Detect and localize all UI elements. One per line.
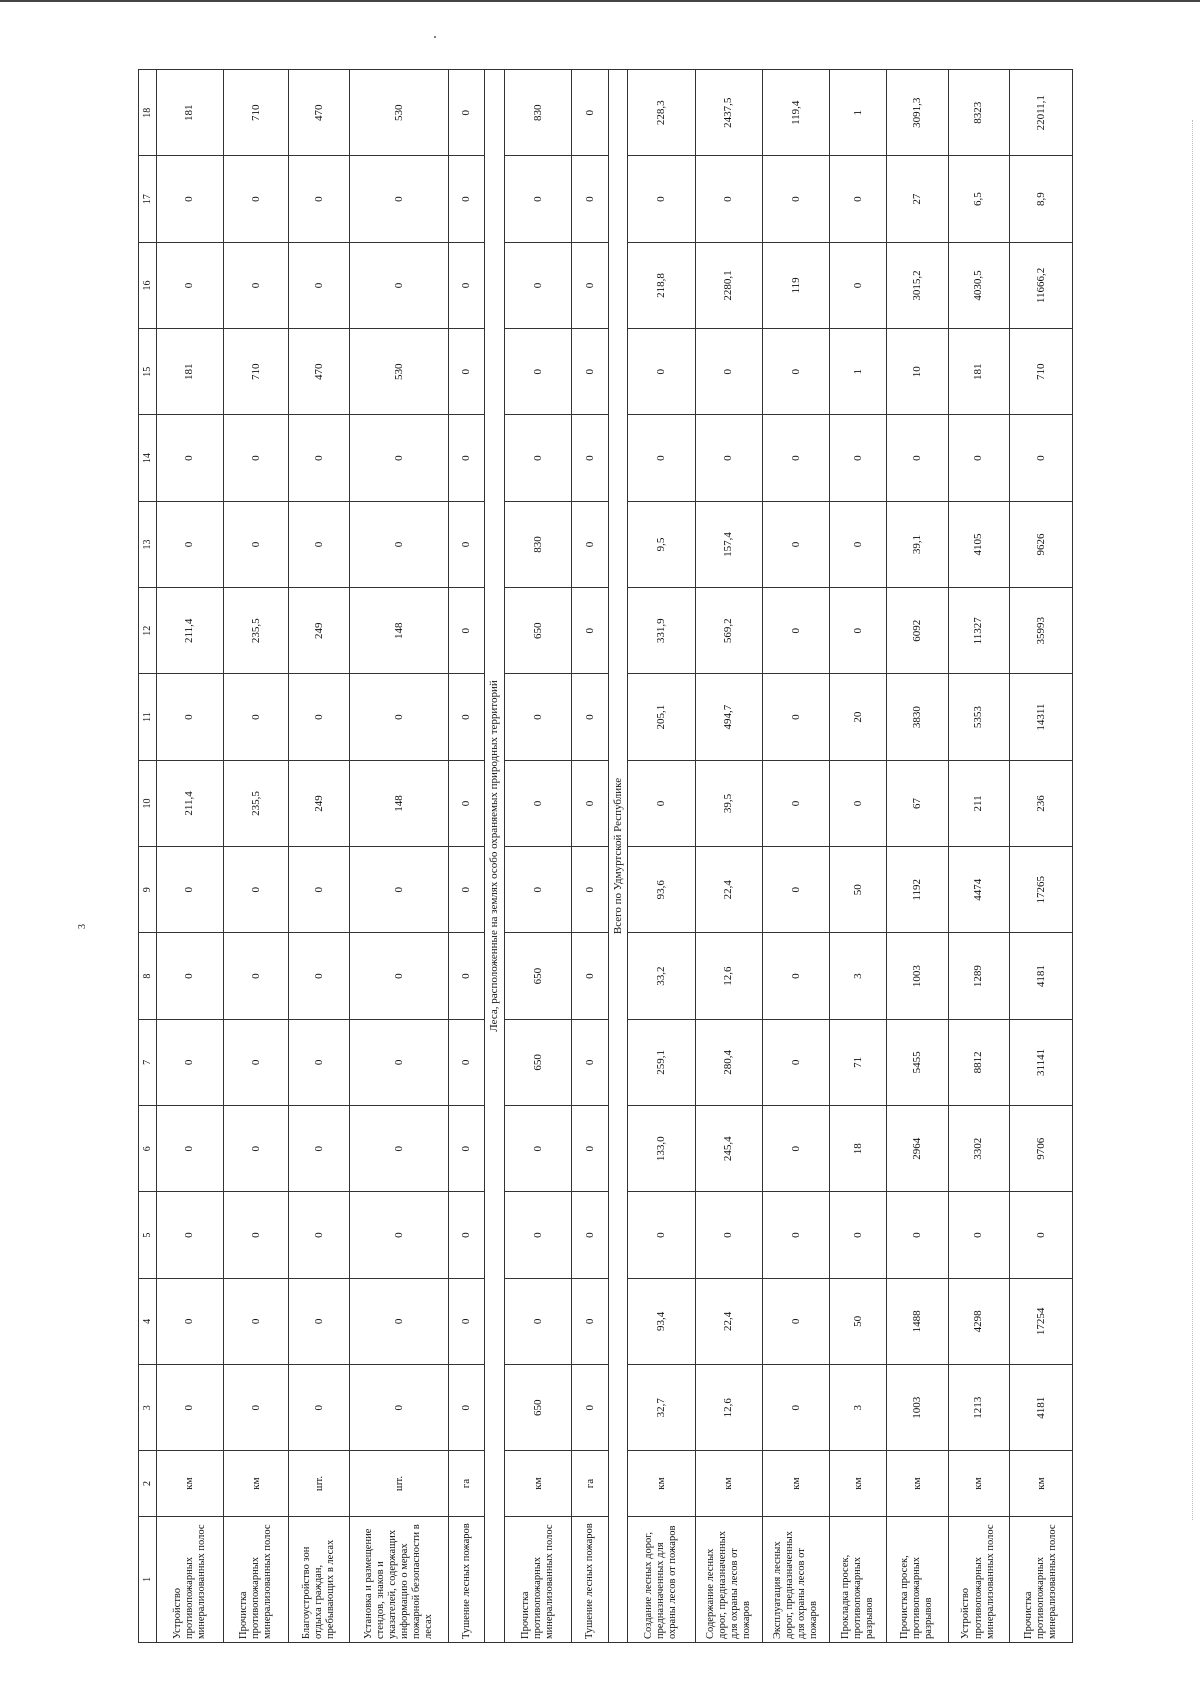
value-cell: 0 [572, 1278, 608, 1364]
value-cell: 0 [830, 1192, 887, 1278]
value-cell: 0 [223, 415, 288, 501]
value-cell: 20 [830, 674, 887, 760]
value-cell: 830 [504, 70, 571, 156]
value-cell: 0 [350, 933, 448, 1019]
value-cell: 12,6 [695, 933, 762, 1019]
value-cell: 3302 [948, 1106, 1009, 1192]
unit-cell: км [830, 1451, 887, 1516]
value-cell: 0 [762, 760, 829, 846]
scan-right-edge [1192, 120, 1194, 1520]
value-cell: 331,9 [628, 588, 695, 674]
value-cell: 0 [572, 329, 608, 415]
activity-name: Тушение лесных пожаров [448, 1516, 484, 1642]
value-cell: 710 [223, 70, 288, 156]
value-cell: 6,5 [948, 156, 1009, 242]
value-cell: 0 [350, 847, 448, 933]
value-cell: 650 [504, 933, 571, 1019]
rotated-table-sheet [138, 69, 1073, 1643]
value-cell: 0 [289, 242, 350, 328]
value-cell: 0 [289, 674, 350, 760]
value-cell: 14311 [1009, 674, 1072, 760]
value-cell: 0 [223, 847, 288, 933]
column-number: 18 [139, 70, 157, 156]
value-cell: 27 [887, 156, 948, 242]
value-cell: 5353 [948, 674, 1009, 760]
column-number: 16 [139, 242, 157, 328]
activity-name: Эксплуатация лесных дорог, предназначенных для охраны лесов от пожаров [762, 1516, 829, 1642]
column-number: 13 [139, 501, 157, 587]
table-row [948, 70, 1009, 1643]
value-cell: 8323 [948, 70, 1009, 156]
value-cell: 0 [289, 933, 350, 1019]
value-cell: 3830 [887, 674, 948, 760]
value-cell: 0 [289, 501, 350, 587]
value-cell: 50 [830, 1278, 887, 1364]
value-cell: 1213 [948, 1365, 1009, 1451]
value-cell: 0 [1009, 415, 1072, 501]
value-cell: 2964 [887, 1106, 948, 1192]
value-cell: 494,7 [695, 674, 762, 760]
value-cell: 0 [762, 415, 829, 501]
column-number: 1 [139, 1516, 157, 1642]
value-cell: 8,9 [1009, 156, 1072, 242]
value-cell: 0 [156, 1278, 223, 1364]
value-cell: 18 [830, 1106, 887, 1192]
value-cell: 22011,1 [1009, 70, 1072, 156]
value-cell: 0 [350, 156, 448, 242]
value-cell: 0 [156, 501, 223, 587]
scan-top-edge [0, 0, 1200, 2]
value-cell: 0 [504, 329, 571, 415]
value-cell: 211 [948, 760, 1009, 846]
value-cell: 33,2 [628, 933, 695, 1019]
unit-cell: км [887, 1451, 948, 1516]
table-row [695, 70, 762, 1643]
value-cell: 0 [762, 156, 829, 242]
activity-name: Прочистка просек, противопожарных разрывов [887, 1516, 948, 1642]
value-cell: 0 [223, 242, 288, 328]
value-cell: 710 [223, 329, 288, 415]
value-cell: 0 [887, 415, 948, 501]
value-cell: 0 [448, 588, 484, 674]
value-cell: 0 [504, 760, 571, 846]
value-cell: 0 [628, 329, 695, 415]
value-cell: 119,4 [762, 70, 829, 156]
unit-cell: км [628, 1451, 695, 1516]
value-cell: 0 [223, 1019, 288, 1105]
unit-cell: км [948, 1451, 1009, 1516]
value-cell: 0 [223, 674, 288, 760]
unit-cell: шт. [350, 1451, 448, 1516]
value-cell: 0 [762, 847, 829, 933]
value-cell: 0 [350, 415, 448, 501]
value-cell: 11327 [948, 588, 1009, 674]
value-cell: 10 [887, 329, 948, 415]
page-number: 3 [77, 924, 88, 929]
value-cell: 0 [223, 156, 288, 242]
value-cell: 0 [572, 847, 608, 933]
value-cell: 67 [887, 760, 948, 846]
table-header-row [139, 70, 157, 1643]
activity-name: Прочистка противопожарных минерализованных полос [223, 1516, 288, 1642]
value-cell: 0 [572, 588, 608, 674]
value-cell: 0 [762, 1365, 829, 1451]
value-cell: 0 [448, 933, 484, 1019]
value-cell: 0 [156, 1106, 223, 1192]
column-number: 15 [139, 329, 157, 415]
value-cell: 3091,3 [887, 70, 948, 156]
value-cell: 0 [695, 1192, 762, 1278]
table-row [887, 70, 948, 1643]
value-cell: 93,6 [628, 847, 695, 933]
table-row [223, 70, 288, 1643]
column-number: 2 [139, 1451, 157, 1516]
activity-name: Устройство противопожарных минерализованных полос [156, 1516, 223, 1642]
value-cell: 569,2 [695, 588, 762, 674]
value-cell: 0 [156, 156, 223, 242]
value-cell: 280,4 [695, 1019, 762, 1105]
value-cell: 0 [350, 1365, 448, 1451]
value-cell: 0 [350, 1192, 448, 1278]
column-number: 12 [139, 588, 157, 674]
value-cell: 0 [572, 501, 608, 587]
value-cell: 181 [156, 70, 223, 156]
value-cell: 530 [350, 70, 448, 156]
value-cell: 2280,1 [695, 242, 762, 328]
value-cell: 0 [448, 415, 484, 501]
value-cell: 0 [504, 1192, 571, 1278]
value-cell: 650 [504, 1019, 571, 1105]
value-cell: 0 [762, 674, 829, 760]
value-cell: 9,5 [628, 501, 695, 587]
column-number: 5 [139, 1192, 157, 1278]
value-cell: 0 [572, 760, 608, 846]
value-cell: 0 [223, 933, 288, 1019]
value-cell: 0 [156, 242, 223, 328]
value-cell: 228,3 [628, 70, 695, 156]
value-cell: 8812 [948, 1019, 1009, 1105]
value-cell: 0 [762, 1192, 829, 1278]
value-cell: 0 [448, 156, 484, 242]
value-cell: 470 [289, 329, 350, 415]
activity-name: Прочистка противопожарных минерализованных полос [1009, 1516, 1072, 1642]
value-cell: 6092 [887, 588, 948, 674]
value-cell: 0 [448, 1365, 484, 1451]
value-cell: 181 [156, 329, 223, 415]
value-cell: 0 [156, 674, 223, 760]
value-cell: 133,0 [628, 1106, 695, 1192]
value-cell: 148 [350, 588, 448, 674]
value-cell: 0 [695, 415, 762, 501]
activity-name: Установка и размещение стендов, знаков и указателей, содержащих информацию о мерах пожарной безопасности в лесах [350, 1516, 448, 1642]
value-cell: 0 [762, 501, 829, 587]
value-cell: 31141 [1009, 1019, 1072, 1105]
value-cell: 0 [350, 242, 448, 328]
unit-cell: га [448, 1451, 484, 1516]
value-cell: 22,4 [695, 847, 762, 933]
value-cell: 1192 [887, 847, 948, 933]
value-cell: 0 [448, 760, 484, 846]
value-cell: 0 [350, 674, 448, 760]
value-cell: 710 [1009, 329, 1072, 415]
value-cell: 249 [289, 760, 350, 846]
value-cell: 5455 [887, 1019, 948, 1105]
unit-cell: км [156, 1451, 223, 1516]
value-cell: 3015,2 [887, 242, 948, 328]
value-cell: 0 [448, 1019, 484, 1105]
value-cell: 9706 [1009, 1106, 1072, 1192]
value-cell: 0 [289, 156, 350, 242]
value-cell: 530 [350, 329, 448, 415]
value-cell: 3 [830, 933, 887, 1019]
unit-cell: шт. [289, 1451, 350, 1516]
value-cell: 39,1 [887, 501, 948, 587]
value-cell: 11666,2 [1009, 242, 1072, 328]
value-cell: 0 [223, 501, 288, 587]
value-cell: 4105 [948, 501, 1009, 587]
value-cell: 17254 [1009, 1278, 1072, 1364]
value-cell: 35993 [1009, 588, 1072, 674]
unit-cell: км [223, 1451, 288, 1516]
value-cell: 0 [572, 933, 608, 1019]
value-cell: 1003 [887, 933, 948, 1019]
value-cell: 0 [948, 415, 1009, 501]
value-cell: 0 [572, 1192, 608, 1278]
value-cell: 1 [830, 329, 887, 415]
value-cell: 0 [572, 415, 608, 501]
value-cell: 211,4 [156, 760, 223, 846]
value-cell: 0 [289, 1106, 350, 1192]
table-row [830, 70, 887, 1643]
value-cell: 0 [762, 329, 829, 415]
unit-cell: км [762, 1451, 829, 1516]
value-cell: 0 [504, 415, 571, 501]
activity-name: Содержание лесных дорог, предназначенных для охраны лесов от пожаров [695, 1516, 762, 1642]
value-cell: 0 [223, 1192, 288, 1278]
column-number: 17 [139, 156, 157, 242]
activity-name: Прочистка противопожарных минерализованных полос [504, 1516, 571, 1642]
value-cell: 650 [504, 1365, 571, 1451]
value-cell: 0 [289, 847, 350, 933]
value-cell: 235,5 [223, 760, 288, 846]
value-cell: 0 [628, 760, 695, 846]
value-cell: 0 [156, 847, 223, 933]
value-cell: 17265 [1009, 847, 1072, 933]
value-cell: 0 [504, 674, 571, 760]
activity-name: Создание лесных дорог, предназначенных для охраны лесов от пожаров [628, 1516, 695, 1642]
value-cell: 0 [504, 156, 571, 242]
value-cell: 0 [156, 1365, 223, 1451]
table-row [1009, 70, 1072, 1643]
value-cell: 4181 [1009, 933, 1072, 1019]
unit-cell: км [504, 1451, 571, 1516]
value-cell: 2437,5 [695, 70, 762, 156]
value-cell: 0 [448, 70, 484, 156]
value-cell: 0 [223, 1278, 288, 1364]
value-cell: 0 [448, 1192, 484, 1278]
value-cell: 0 [572, 1106, 608, 1192]
value-cell: 0 [156, 933, 223, 1019]
column-number: 7 [139, 1019, 157, 1105]
value-cell: 205,1 [628, 674, 695, 760]
value-cell: 259,1 [628, 1019, 695, 1105]
value-cell: 0 [289, 1365, 350, 1451]
table-row [350, 70, 448, 1643]
unit-cell: км [695, 1451, 762, 1516]
value-cell: 0 [628, 156, 695, 242]
value-cell: 119 [762, 242, 829, 328]
column-number: 8 [139, 933, 157, 1019]
value-cell: 0 [830, 501, 887, 587]
activity-name: Благоустройство зон отдыха граждан, пребывающих в лесах [289, 1516, 350, 1642]
value-cell: 0 [350, 1278, 448, 1364]
value-cell: 0 [448, 1278, 484, 1364]
section-row [485, 70, 505, 1643]
value-cell: 0 [572, 1365, 608, 1451]
table-row [628, 70, 695, 1643]
scan-speck [434, 36, 436, 38]
value-cell: 181 [948, 329, 1009, 415]
activity-name: Устройство противопожарных минерализованных полос [948, 1516, 1009, 1642]
column-number: 6 [139, 1106, 157, 1192]
value-cell: 0 [350, 501, 448, 587]
value-cell: 148 [350, 760, 448, 846]
section-row [608, 70, 628, 1643]
value-cell: 71 [830, 1019, 887, 1105]
section-title: Всего по Удмуртской Республике [608, 70, 628, 1643]
value-cell: 0 [572, 156, 608, 242]
value-cell: 39,5 [695, 760, 762, 846]
value-cell: 0 [223, 1365, 288, 1451]
value-cell: 0 [572, 674, 608, 760]
value-cell: 0 [156, 415, 223, 501]
value-cell: 0 [762, 1106, 829, 1192]
value-cell: 0 [504, 242, 571, 328]
value-cell: 0 [289, 1192, 350, 1278]
activity-name: Прокладка просек, противопожарных разрывов [830, 1516, 887, 1642]
column-number: 4 [139, 1278, 157, 1364]
value-cell: 0 [830, 760, 887, 846]
value-cell: 249 [289, 588, 350, 674]
value-cell: 0 [448, 501, 484, 587]
value-cell: 470 [289, 70, 350, 156]
value-cell: 0 [572, 242, 608, 328]
fire-protection-table [138, 69, 1073, 1643]
value-cell: 218,8 [628, 242, 695, 328]
table-row [572, 70, 608, 1643]
value-cell: 0 [762, 1019, 829, 1105]
value-cell: 1 [830, 70, 887, 156]
value-cell: 0 [628, 415, 695, 501]
table-row [448, 70, 484, 1643]
value-cell: 0 [289, 1019, 350, 1105]
value-cell: 0 [628, 1192, 695, 1278]
unit-cell: км [1009, 1451, 1072, 1516]
column-number: 9 [139, 847, 157, 933]
value-cell: 0 [695, 329, 762, 415]
value-cell: 93,4 [628, 1278, 695, 1364]
table-row [504, 70, 571, 1643]
value-cell: 0 [504, 1278, 571, 1364]
value-cell: 0 [762, 588, 829, 674]
value-cell: 1289 [948, 933, 1009, 1019]
value-cell: 0 [289, 1278, 350, 1364]
value-cell: 50 [830, 847, 887, 933]
value-cell: 0 [504, 1106, 571, 1192]
value-cell: 4030,5 [948, 242, 1009, 328]
table-row [762, 70, 829, 1643]
value-cell: 0 [830, 415, 887, 501]
unit-cell: га [572, 1451, 608, 1516]
value-cell: 0 [289, 415, 350, 501]
column-number: 3 [139, 1365, 157, 1451]
value-cell: 0 [448, 674, 484, 760]
value-cell: 0 [448, 242, 484, 328]
value-cell: 0 [223, 1106, 288, 1192]
value-cell: 211,4 [156, 588, 223, 674]
value-cell: 0 [572, 1019, 608, 1105]
value-cell: 235,5 [223, 588, 288, 674]
column-number: 11 [139, 674, 157, 760]
value-cell: 0 [156, 1019, 223, 1105]
value-cell: 4474 [948, 847, 1009, 933]
value-cell: 0 [762, 933, 829, 1019]
value-cell: 0 [887, 1192, 948, 1278]
value-cell: 0 [830, 588, 887, 674]
value-cell: 0 [762, 1278, 829, 1364]
value-cell: 0 [504, 847, 571, 933]
table-row [289, 70, 350, 1643]
value-cell: 830 [504, 501, 571, 587]
column-number: 10 [139, 760, 157, 846]
value-cell: 0 [156, 1192, 223, 1278]
column-number: 14 [139, 415, 157, 501]
value-cell: 0 [448, 329, 484, 415]
value-cell: 245,4 [695, 1106, 762, 1192]
value-cell: 0 [948, 1192, 1009, 1278]
value-cell: 32,7 [628, 1365, 695, 1451]
value-cell: 4181 [1009, 1365, 1072, 1451]
value-cell: 236 [1009, 760, 1072, 846]
value-cell: 0 [350, 1106, 448, 1192]
value-cell: 1488 [887, 1278, 948, 1364]
value-cell: 4298 [948, 1278, 1009, 1364]
value-cell: 3 [830, 1365, 887, 1451]
value-cell: 0 [830, 156, 887, 242]
activity-name: Тушение лесных пожаров [572, 1516, 608, 1642]
value-cell: 22,4 [695, 1278, 762, 1364]
value-cell: 0 [1009, 1192, 1072, 1278]
value-cell: 157,4 [695, 501, 762, 587]
value-cell: 650 [504, 588, 571, 674]
value-cell: 0 [448, 847, 484, 933]
value-cell: 1003 [887, 1365, 948, 1451]
table-row [156, 70, 223, 1643]
value-cell: 0 [448, 1106, 484, 1192]
value-cell: 0 [695, 156, 762, 242]
value-cell: 0 [350, 1019, 448, 1105]
section-title: Леса, расположенные на землях особо охраняемых природных территорий [485, 70, 505, 1643]
value-cell: 9626 [1009, 501, 1072, 587]
value-cell: 0 [830, 242, 887, 328]
value-cell: 0 [572, 70, 608, 156]
value-cell: 12,6 [695, 1365, 762, 1451]
